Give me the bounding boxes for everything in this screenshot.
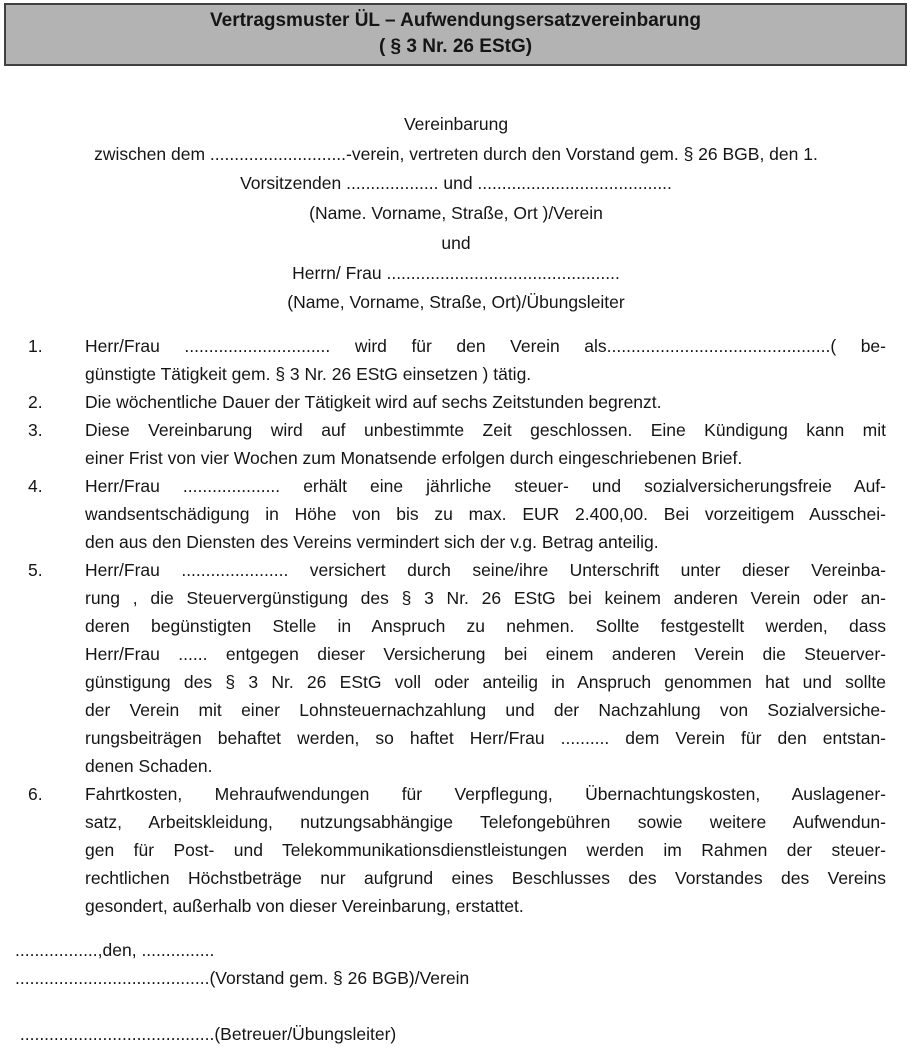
clause-text [85, 332, 886, 388]
intro-line: zwischen dem ............................-verein, vertreten durch den Vorstand gem. § 26 BGB, den 1. [94, 143, 818, 164]
intro-line: (Name. Vorname, Straße, Ort )/Verein [309, 203, 603, 224]
title-box [4, 3, 907, 66]
signature-line: ........................................(Betreuer/Übungsleiter) [15, 1024, 397, 1044]
signature-block [0, 936, 912, 1048]
clause-line: rechtlichen Höchstbeträge nur aufgrund eines Beschlusses des Vorstandes des Vereins [85, 868, 886, 888]
clause-line: wandsentschädigung in Höhe von bis zu max. EUR 2.400,00. Bei vorzeitigem Ausschei- [85, 504, 886, 524]
clause-number: 1. [28, 336, 43, 356]
clause-item [0, 416, 912, 472]
document-title-line-2: ( § 3 Nr. 26 EStG) [378, 36, 533, 57]
clause-line: günstigte Tätigkeit gem. § 3 Nr. 26 EStG einsetzen ) tätig. [85, 364, 532, 384]
clause-number: 2. [28, 392, 43, 412]
clause-text [85, 388, 886, 416]
clause-item [0, 780, 912, 920]
clause-line: der Verein mit einer Lohnsteuernachzahlung und der Nachzahlung von Sozialversiche- [85, 700, 886, 720]
intro-block [0, 110, 912, 318]
clause-line: deren begünstigten Stelle in Anspruch zu nehmen. Sollte festgestellt werden, dass [85, 616, 886, 636]
clause-line: den aus den Diensten des Vereins vermindert sich der v.g. Betrag anteilig. [85, 532, 659, 552]
clause-line: Die wöchentliche Dauer der Tätigkeit wird auf sechs Zeitstunden begrenzt. [85, 392, 662, 412]
clause-text [85, 416, 886, 472]
clause-list [0, 332, 912, 920]
signature-line: ........................................(Vorstand gem. § 26 BGB)/Verein [15, 968, 470, 988]
clause-text [85, 472, 886, 556]
intro-line: Vereinbarung [403, 114, 509, 134]
clause-item [0, 388, 912, 416]
document-title-line-1: Vertragsmuster ÜL – Aufwendungsersatzvereinbarung [210, 10, 701, 31]
clause-line: Herr/Frau ...................... versichert durch seine/ihre Unterschrift unter dieser Vereinba- [85, 560, 886, 580]
clause-line: Herr/Frau .............................. wird für den Verein als..............................................( be- [85, 336, 886, 356]
clause-line: rung , die Steuervergünstigung des § 3 Nr. 26 EStG bei keinem anderen Verein oder an- [85, 588, 886, 608]
clause-line: denen Schaden. [85, 756, 213, 776]
intro-line: (Name, Vorname, Straße, Ort)/Übungsleiter [287, 292, 625, 313]
clause-item [0, 556, 912, 780]
clause-line: rungsbeiträgen behaftet werden, so haftet Herr/Frau .......... dem Verein für den entstan- [85, 728, 886, 748]
clause-line: Fahrtkosten, Mehraufwendungen für Verpflegung, Übernachtungskosten, Auslagener- [85, 784, 886, 804]
clause-text [85, 556, 886, 780]
clause-line: günstigung des § 3 Nr. 26 EStG voll oder anteilig in Anspruch genommen hat und sollte [85, 672, 886, 692]
clause-line: Diese Vereinbarung wird auf unbestimmte Zeit geschlossen. Eine Kündigung kann mit [85, 420, 886, 440]
clause-line: einer Frist von vier Wochen zum Monatsende erfolgen durch eingeschriebenen Brief. [85, 448, 743, 468]
clause-line: gen für Post- und Telekommunikationsdienstleistungen werden im Rahmen der steuer- [85, 840, 886, 860]
clause-number: 5. [28, 560, 43, 580]
clause-item [0, 472, 912, 556]
clause-text [85, 780, 886, 920]
intro-line: Vorsitzenden ................... und ........................................ [240, 173, 672, 194]
clause-item [0, 332, 912, 388]
clause-number: 6. [28, 784, 43, 804]
clause-line: satz, Arbeitskleidung, nutzungsabhängige Telefongebühren sowie weitere Aufwendun- [85, 812, 886, 832]
clause-line: gesondert, außerhalb von dieser Vereinbarung, erstattet. [85, 896, 524, 916]
clause-number: 3. [28, 420, 43, 440]
signature-line: .................,den, ............... [15, 940, 215, 960]
clause-line: Herr/Frau ...... entgegen dieser Versicherung bei einem anderen Verein die Steuerver- [85, 644, 886, 664]
intro-line: und [441, 232, 471, 253]
signature-line [15, 992, 912, 1020]
clause-line: Herr/Frau .................... erhält eine jährliche steuer- und sozialversicherungsfreie Auf- [85, 476, 886, 496]
clause-number: 4. [28, 476, 43, 496]
intro-line: Herrn/ Frau ................................................ [292, 262, 620, 283]
